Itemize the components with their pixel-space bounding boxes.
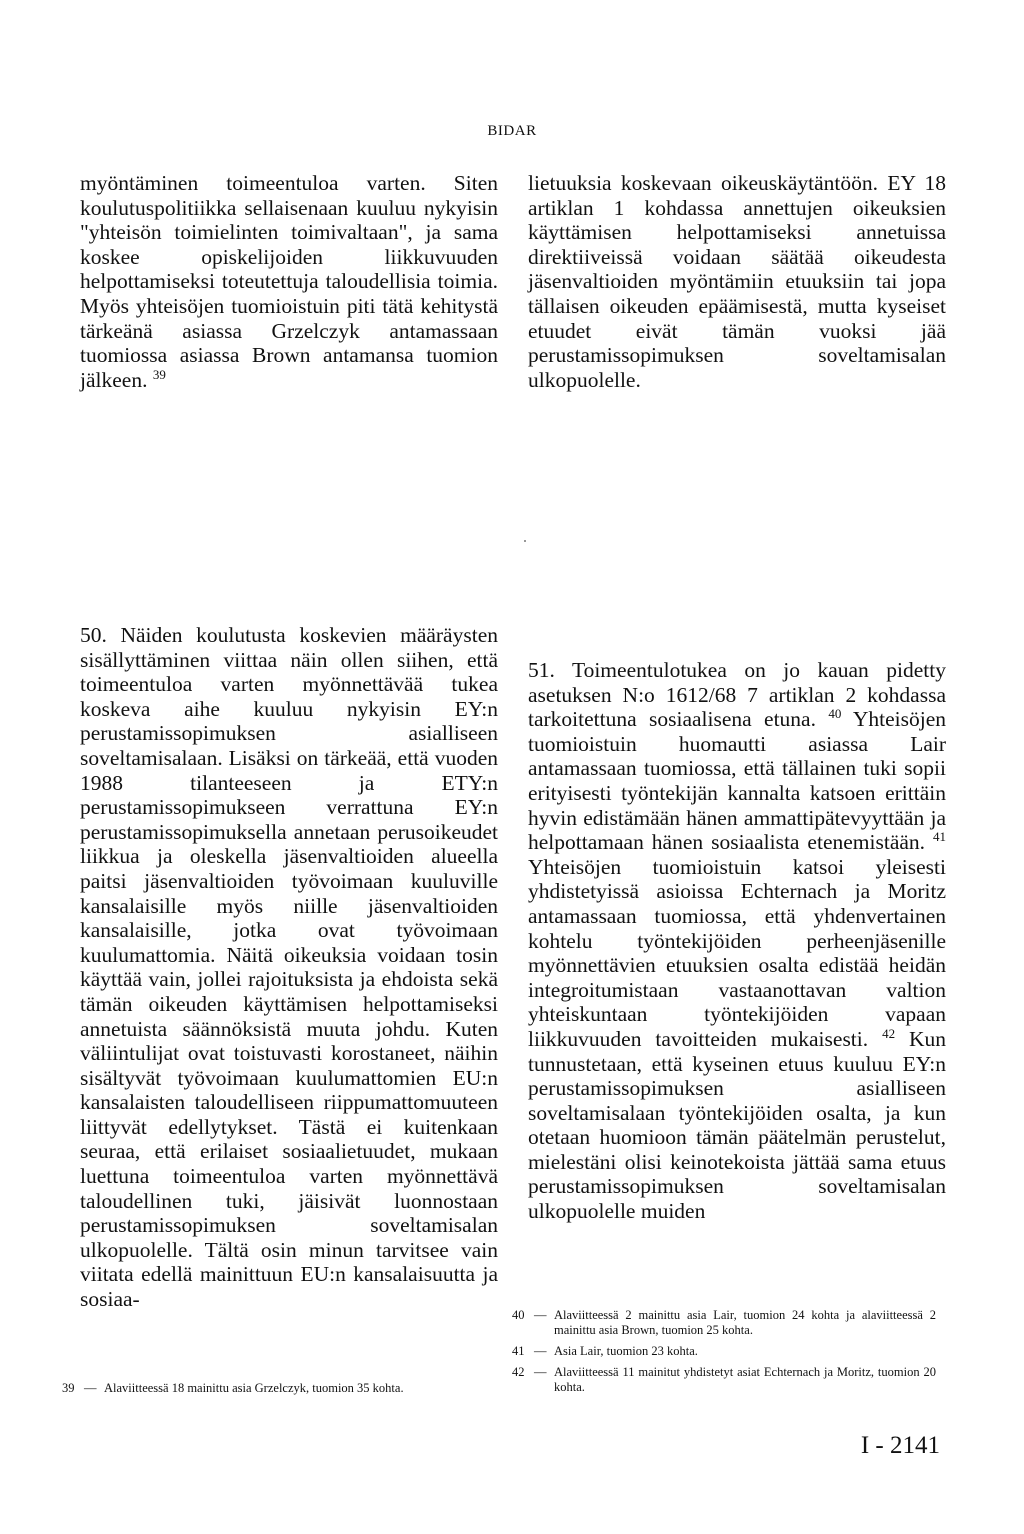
footnote-text: Alaviitteessä 11 mainitut yhdistetyt asiat Echternach ja Moritz, tuomion 20 kohta. [554,1365,936,1394]
footnote-39 [62,1381,500,1396]
footnote-ref-41: 41 [933,829,946,844]
footnote-text: Asia Lair, tuomion 23 kohta. [554,1344,698,1358]
paragraph-51-part4: Kun tunnustetaan, että kyseinen etuus kuuluu EY:n perustamissopimuksen asialliseen soveltamisalaan työntekijöiden osalta, ja kun otetaan huomioon tämän päätelmän perustelut, mielestäni olisi keinotekoista jättää sama etuus perustamissopimuksen soveltamisalan ulkopuolelle muiden [528,1026,947,1224]
footnote-number: 39 [62,1381,75,1395]
footnote-text: Alaviitteessä 18 mainittu asia Grzelczyk, tuomion 35 kohta. [104,1381,404,1395]
footnotes-left [62,1381,500,1402]
footnote-ref-40: 40 [828,706,842,722]
footnote-number: 42 [512,1365,525,1379]
paragraph-51-part1: Toimeentulotukea on jo kauan pidetty asetuksen N:o 1612/68 7 artiklan 2 kohdassa tarkoitettuna sosiaalisena etuna. [528,658,946,732]
top-left-paragraph-text: myöntäminen toimeentuloa varten. Siten koulutuspolitiikka sellaisenaan kuuluu nykyisin "yhteisön toimielinten toimivaltaan", ja sama koskee opiskelijoiden liikkuvuuden helpottamiseksi toteutettuja taloudellisia toimia. Myös yhteisöjen tuomioistuin piti tätä kehitystä tärkeänä asiassa Grzelczyk antamassaan tuomiossa asiassa Brown antamansa tuomion jälkeen. [80,171,498,392]
footnote-41 [512,1344,936,1359]
footnote-40 [512,1308,936,1338]
paragraph-51-part3: Yhteisöjen tuomioistuin katsoi yleisesti yhdistetyissä asioissa Echternach ja Moritz antamassaan tuomiossa, että yhdenvertainen kohtelu työntekijöiden perheenjäsenille myönnettävien etuuksien osalta edistää heidän integroitumistaan vastaanottavan valtion yhteiskuntaan työntekijöiden vapaan liikkuvuuden tavoitteiden mukaisesti. [528,854,946,1051]
footnote-ref-39: 39 [152,366,166,382]
top-right-paragraph: lietuuksia koskevaan oikeuskäytäntöön. EY 18 artiklan 1 kohdassa annettujen oikeuksien käyttämisen helpottamiseksi annetuissa direktiiveissä voidaan säätää oikeudesta jäsenvaltioiden myöntämiin etuuksiin tai jopa tällaisen oikeuden epäämisestä, mutta kyseiset etuudet eivät tämän vuoksi jää perustamissopimuksen soveltamisalan ulkopuolelle. [528,171,946,392]
footnote-dash: — [534,1344,547,1358]
paragraph-50 [80,623,498,1312]
footnote-number: 41 [512,1344,525,1358]
paragraph-51-part2: Yhteisöjen tuomioistuin huomautti asiassa Lair antamassaan tuomiossa, että tällainen tuki sopii erityisesti työntekijän kannalta katsoen erittäin hyvin edistämään hänen ammattipätevyyttään ja helpottamaan hänen sosiaalista etenemistään. [528,707,947,855]
paragraph-51-number: 51. [528,658,555,682]
footnote-dash: — [534,1308,547,1322]
footnote-dash: — [84,1381,97,1395]
top-left-paragraph [80,171,498,392]
footnote-dash: — [534,1365,547,1379]
page-number: I - 2141 [860,1432,940,1459]
footnote-42 [512,1365,936,1395]
paragraph-50-number: 50. [80,623,107,647]
stray-dot [524,540,526,542]
paragraph-51 [528,658,946,1224]
footnote-ref-42: 42 [882,1025,896,1041]
running-head: BIDAR [487,123,537,139]
footnote-number: 40 [512,1308,525,1322]
footnote-text: Alaviitteessä 2 mainittu asia Lair, tuomion 24 kohta ja alaviitteessä 2 mainittu asia Brown, tuomion 25 kohta. [554,1308,936,1337]
paragraph-50-text: Näiden koulutusta koskevien määräysten sisällyttäminen viittaa näin ollen siihen, että toimeentuloa varten myönnettävää tukea koskeva aihe kuuluu nykyisin EY:n perustamissopimuksen asialliseen soveltamisalaan. Lisäksi on tärkeää, että vuoden 1988 tilanteeseen ja ETY:n perustamissopimukseen verrattuna EY:n perustamissopimuksella annetaan perusoikeudet liikkua ja oleskella jäsenvaltioiden alueella paitsi jäsenvaltioiden työvoimaan kuuluville kansalaisille myös niille jäsenvaltioiden kansalaisille, jotka ovat työvoimaan kuulumattomia. Näitä oikeuksia voidaan tosin käyttää vain, jollei rajoituksista ja ehdoista sekä tämän oikeuden käyttämisen helpottamiseksi annetuista säännöksistä muuta johdu. Kuten väliintulijat ovat toistuvasti korostaneet, näihin sisältyvät työvoimaan kuulumattomien EU:n kansalaisten taloudelliseen riippumattomuuteen liittyvät edellytykset. Tästä ei kuitenkaan seuraa, että erilaiset sosiaalietuudet, mukaan luettuna toimeentuloa varten myönnettävä taloudellinen tuki, jäisivät luonnostaan perustamissopimuksen soveltamisalan ulkopuolelle. Tältä osin minun tarvitsee vain viitata edellä mainittuun EU:n kansalaisuutta ja sosiaa- [80,623,498,1312]
footnotes-right [512,1308,936,1401]
